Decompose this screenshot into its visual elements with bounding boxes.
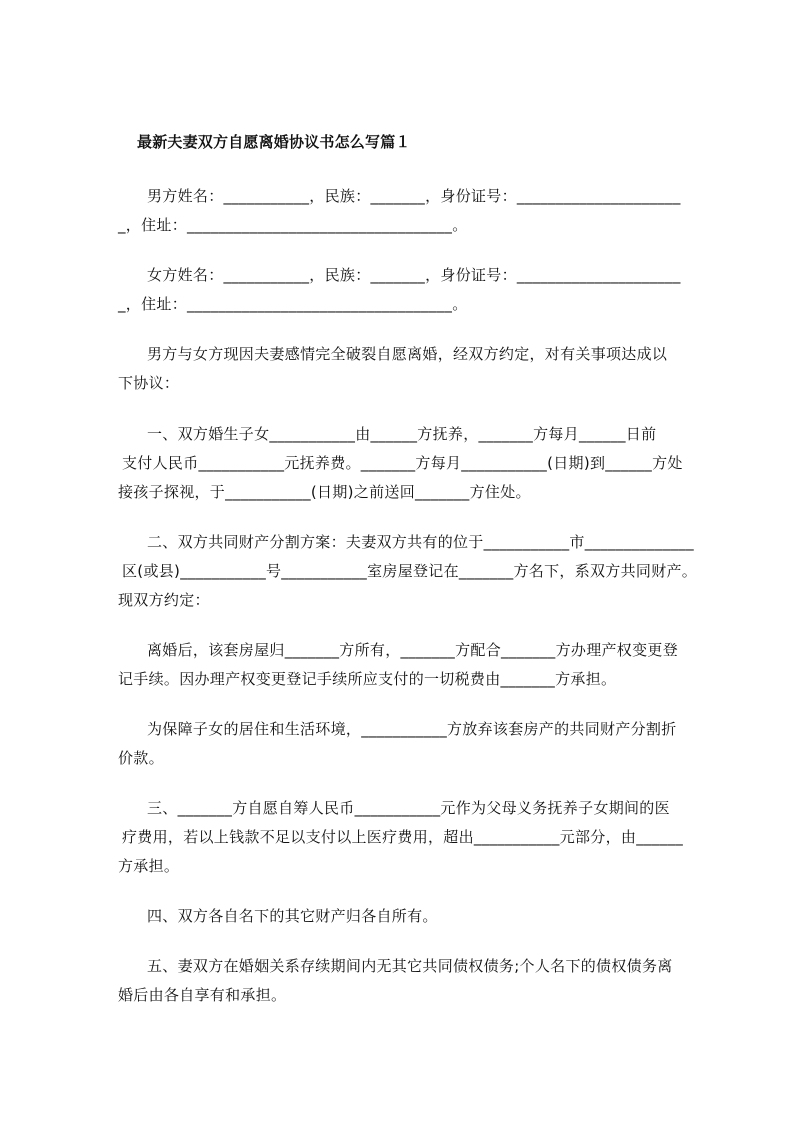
- text-line: 男方姓名：___________，民族：_______，身份证号：_____________________: [147, 187, 681, 205]
- text-line: 女方姓名：___________，民族：_______，身份证号：_____________________: [147, 266, 681, 284]
- document-title: 最新夫妻双方自愿离婚协议书怎么写篇１: [137, 133, 411, 151]
- text-line: 为保障子女的居住和生活环境，___________方放弃该套房产的共同财产分割折: [147, 720, 677, 738]
- text-line: 二、双方共同财产分割方案：夫妻双方共有的位于___________市______________: [147, 533, 694, 551]
- text-line: 支付人民币___________元抚养费。_______方每月___________(日期)到______方处: [122, 454, 683, 472]
- text-line: _，住址：__________________________________。: [118, 295, 468, 313]
- text-line: 接孩子探视，于___________(日期)之前送回_______方住处。: [118, 483, 531, 501]
- text-line: 价款。: [118, 749, 164, 767]
- text-line: 现双方约定：: [118, 591, 210, 609]
- text-line: 疗费用，若以上钱款不足以支付以上医疗费用，超出___________元部分，由______: [122, 828, 684, 846]
- text-line: 区(或县)___________号___________室房屋登记在_______方名下，系双方共同财产。: [122, 562, 698, 580]
- text-line: 一、双方婚生子女___________由______方抚养，_______方每月______日前: [147, 425, 657, 443]
- text-line: _，住址：__________________________________。: [118, 216, 468, 234]
- text-line: 三、_______方自愿自筹人民币___________元作为父母义务抚养子女期间的医: [147, 799, 670, 817]
- text-line: 方承担。: [118, 857, 180, 875]
- text-line: 婚后由各自享有和承担。: [118, 986, 287, 1004]
- text-line: 记手续。因办理产权变更登记手续所应支付的一切税费由_______方承担。: [118, 670, 617, 688]
- text-line: 四、双方各自名下的其它财产归各自所有。: [147, 907, 438, 925]
- text-line: 下协议：: [118, 374, 180, 392]
- text-line: 离婚后，该套房屋归_______方所有，_______方配合_______方办理产权变更登: [147, 641, 679, 659]
- text-line: 五、妻双方在婚姻关系存续期间内无其它共同债权债务;个人名下的债权债务离: [147, 957, 673, 975]
- text-line: 男方与女方现因夫妻感情完全破裂自愿离婚，经双方约定，对有关事项达成以: [147, 345, 668, 363]
